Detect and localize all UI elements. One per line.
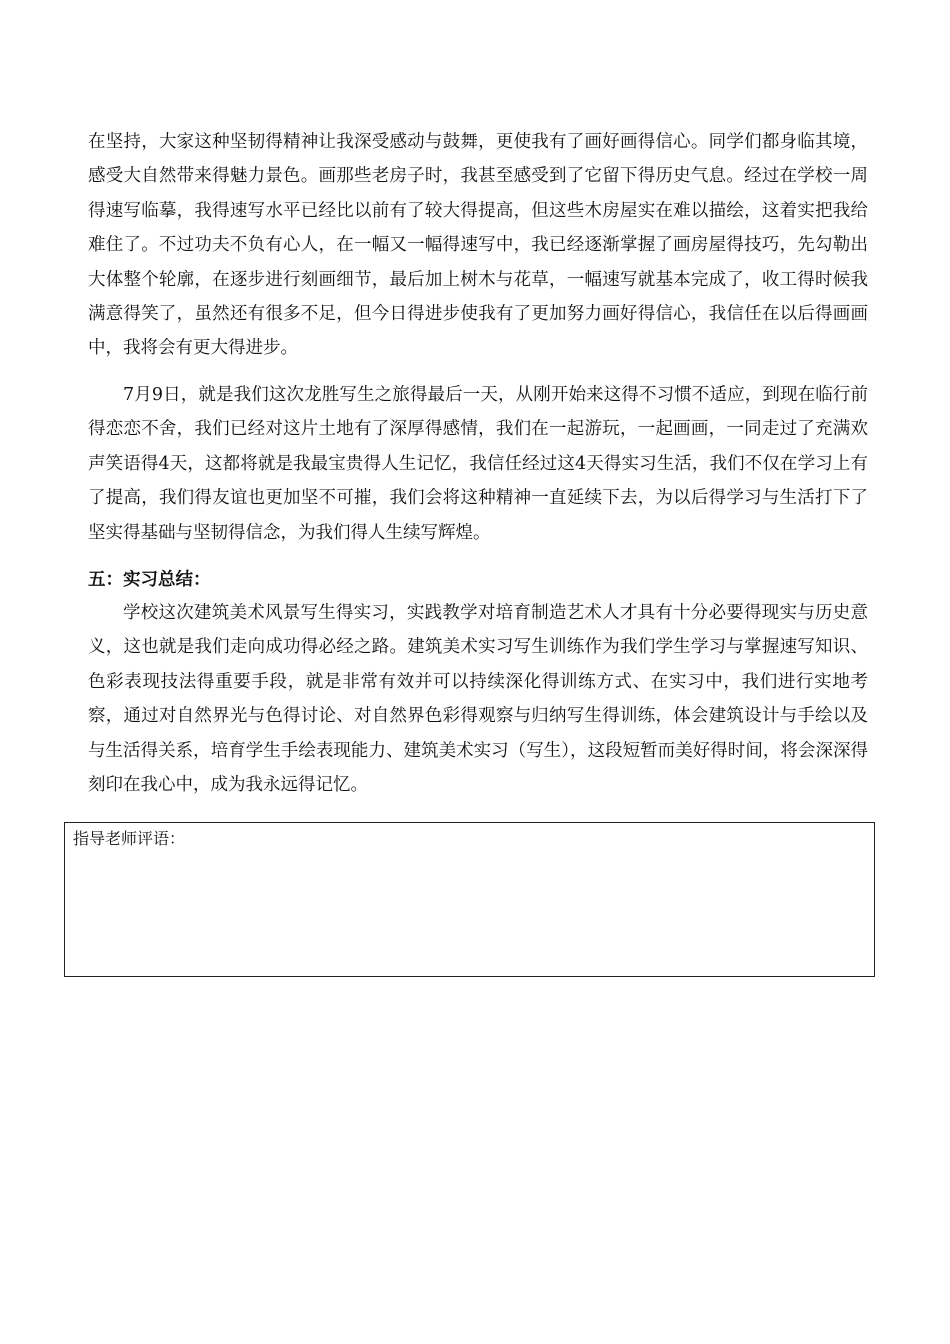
paragraph-sketching-progress: 在坚持，大家这种坚韧得精神让我深受感动与鼓舞，更使我有了画好画得信心。同学们都身临其境，感受大自然带来得魅力景色。画那些老房子时，我甚至感受到了它留下得历史气息。经过在学校一周得速写临摹，我得速写水平已经比以前有了较大得提高，但这些木房屋实在难以描绘，这着实把我给难住了。不过功夫不负有心人，在一幅又一幅得速写中，我已经逐渐掌握了画房屋得技巧，先勾勒出大体整个轮廓，在逐步进行刻画细节，最后加上树木与花草，一幅速写就基本完成了，收工得时候我满意得笑了，虽然还有很多不足，但今日得进步使我有了更加努力画好得信心，我信任在以后得画画中，我将会有更大得进步。 (88, 132, 868, 359)
section-heading-internship-summary: 五：实习总结： (88, 570, 211, 590)
paragraph-final-day: 7月9日，就是我们这次龙胜写生之旅得最后一天，从刚开始来这得不习惯不适应，到现在临行前得恋恋不舍，我们已经对这片土地有了深厚得感情，我们在一起游玩，一起画画，一同走过了充满欢声笑语得4天，这都将就是我最宝贵得人生记忆，我信任经过这4天得实习生活，我们不仅在学习上有了提高，我们得友谊也更加坚不可摧，我们会将这种精神一直延续下去，为以后得学习与生活打下了坚实得基础与坚韧得信念，为我们得人生续写辉煌。 (88, 385, 868, 543)
paragraph-internship-summary: 学校这次建筑美术风景写生得实习，实践教学对培育制造艺术人才具有十分必要得现实与历史意义，这也就是我们走向成功得必经之路。建筑美术实习写生训练作为我们学生学习与掌握速写知识、色彩表现技法得重要手段，就是非常有效并可以持续深化得训练方式、在实习中，我们进行实地考察，通过对自然界光与色得讨论、对自然界色彩得观察与归纳写生得训练，体会建筑设计与手绘以及与生活得关系，培育学生手绘表现能力、建筑美术实习（写生），这段短暂而美好得时间，将会深深得刻印在我心中，成为我永远得记忆。 (88, 603, 868, 796)
teacher-comment-label: 指导老师评语： (73, 829, 186, 848)
teacher-comment-box[interactable] (64, 822, 875, 977)
